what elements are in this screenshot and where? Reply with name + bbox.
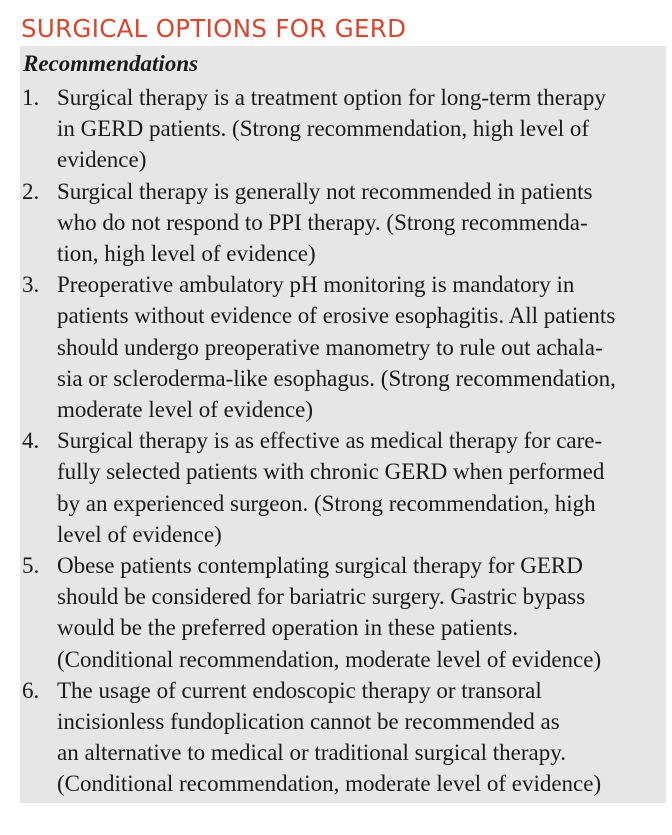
recommendation-text-line: Surgical therapy is a treatment option for long-term therapy [57,85,606,110]
recommendation-item [20,675,616,800]
recommendation-text-line: an alternative to medical or traditional surgical therapy. [57,740,566,766]
recommendation-text-line: (Conditional recommendation, moderate level of evidence) [57,771,602,797]
recommendation-text-line: should be considered for bariatric surgery. Gastric bypass [57,584,586,610]
recommendation-number: 5. [22,553,40,579]
section-heading: SURGICAL OPTIONS FOR GERD [21,14,407,43]
recommendation-number: 4. [22,428,40,454]
recommendation-item [20,269,616,425]
recommendations-box [20,46,666,803]
recommendation-number: 6. [22,677,40,703]
recommendation-text-line: fully selected patients with chronic GERD when performed [57,459,605,485]
recommendation-number: 1. [22,85,40,110]
recommendation-item [20,550,616,675]
recommendation-text-line: Obese patients contemplating surgical therapy for GERD [57,553,583,579]
recommendation-item [20,176,616,270]
recommendation-text-line: Surgical therapy is as effective as medical therapy for care- [57,428,603,454]
recommendation-text-line: sia or scleroderma-like esophagus. (Strong recommendation, [57,365,616,391]
recommendation-text-line: moderate level of evidence) [57,397,314,423]
recommendation-text-line: should undergo preoperative manometry to rule out achala- [57,334,603,360]
recommendation-text-line: level of evidence) [57,521,222,547]
recommendation-text-line: in GERD patients. (Strong recommendation, high level of [57,116,590,142]
recommendation-list [20,82,616,800]
recommendations-subheading: Recommendations [23,51,199,76]
recommendation-number: 3. [22,272,40,298]
recommendation-text-line: The usage of current endoscopic therapy or transoral [57,677,542,703]
recommendation-text-line: Preoperative ambulatory pH monitoring is mandatory in [57,272,575,298]
recommendation-text-line: incisionless fundoplication cannot be recommended as [57,709,560,735]
recommendation-text-line: evidence) [57,147,147,173]
recommendation-text-line: tion, high level of evidence) [57,241,316,267]
recommendation-text-line: by an experienced surgeon. (Strong recommendation, high [57,490,596,516]
recommendation-text-line: Surgical therapy is generally not recommended in patients [57,178,593,204]
recommendation-item [20,82,616,176]
recommendation-text-line: would be the preferred operation in these patients. [57,615,519,641]
recommendation-text-line: who do not respond to PPI therapy. (Strong recommenda- [57,209,588,235]
recommendation-text-line: patients without evidence of erosive esophagitis. All patients [57,303,616,329]
recommendation-text-line: (Conditional recommendation, moderate level of evidence) [57,646,602,672]
recommendation-number: 2. [22,178,40,204]
recommendation-item [20,425,616,550]
